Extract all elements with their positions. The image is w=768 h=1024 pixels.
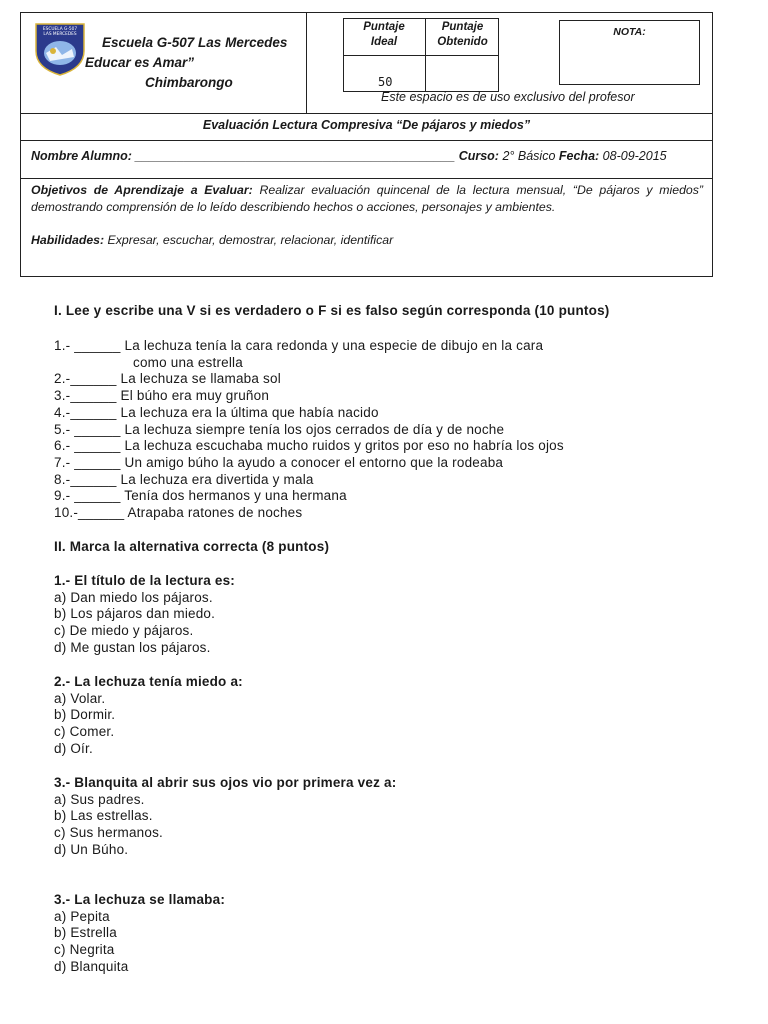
school-name-block	[85, 33, 287, 93]
objectives-label: Objetivos de Aprendizaje a Evaluar:	[31, 183, 253, 197]
header-table	[20, 12, 713, 277]
score-table	[343, 18, 499, 92]
question-3	[54, 775, 396, 859]
course-label: Curso:	[458, 149, 499, 163]
score-ideal-value: 50	[378, 75, 393, 89]
tf-item-3: 3.-______ El búho era muy gruñon	[54, 388, 270, 404]
school-city: Chimbarongo	[145, 75, 233, 90]
objectives-row	[21, 178, 712, 278]
question-4	[54, 892, 225, 976]
student-info	[31, 149, 667, 163]
score-obtained-header-line2: Obtenido	[437, 36, 488, 48]
question-3-title: 3.- Blanquita al abrir sus ojos vio por primera vez a:	[54, 775, 397, 790]
section1-list	[54, 338, 564, 522]
tf-item-4: 4.-______ La lechuza era la última que había nacido	[54, 404, 379, 420]
tf-item-1: 1.- ______ La lechuza tenía la cara redonda y una especie de dibujo en la cara	[54, 338, 544, 353]
score-obtained-header-line1: Puntaje	[441, 21, 484, 33]
question-1-option-c: c) De miedo y pájaros.	[54, 623, 194, 639]
question-2-title: 2.- La lechuza tenía miedo a:	[54, 674, 243, 689]
score-ideal-header-line1: Puntaje	[363, 21, 405, 33]
question-1-title: 1.- El título de la lectura es:	[54, 573, 235, 588]
header-divider	[306, 13, 307, 113]
tf-item-7: 7.- ______ Un amigo búho la ayudo a conocer el entorno que la rodeaba	[54, 454, 504, 470]
course-value: 2° Básico	[502, 149, 556, 163]
student-name-label: Nombre Alumno:	[31, 149, 132, 163]
score-ideal-header	[344, 20, 424, 50]
score-ideal-header-line2: Ideal	[370, 36, 398, 48]
skills	[31, 233, 393, 247]
school-motto: Educar es Amar”	[85, 55, 195, 70]
question-3-option-b: b) Las estrellas.	[54, 808, 153, 824]
objectives-text: Realizar evaluación quincenal de la lectura mensual, “De pájaros y miedos” demostrando comprensión de lo leído describiendo hechos o acciones, personajes y ambientes.	[31, 183, 704, 214]
date-label: Fecha:	[558, 149, 600, 163]
question-2-option-d: d) Oír.	[54, 740, 93, 756]
student-name-blank: ______________________________________________	[135, 149, 456, 163]
question-1	[54, 573, 235, 657]
tf-item-5: 5.- ______ La lechuza siempre tenía los ojos cerrados de día y de noche	[54, 421, 505, 437]
question-4-title: 3.- La lechuza se llamaba:	[54, 892, 226, 907]
question-1-option-b: b) Los pájaros dan miedo.	[54, 606, 216, 622]
tf-item-8: 8.-______ La lechuza era divertida y mala	[54, 471, 314, 487]
teacher-only-note: Este espacio es de uso exclusivo del profesor	[381, 90, 635, 104]
question-4-option-c: c) Negrita	[54, 942, 115, 958]
header-top-row	[21, 13, 712, 114]
question-1-option-a: a) Dan miedo los pájaros.	[54, 589, 213, 605]
tf-item-9: 9.- ______ Tenía dos hermanos y una hermana	[54, 488, 347, 504]
skills-text: Expresar, escuchar, demostrar, relacionar, identificar	[107, 233, 394, 247]
objectives	[31, 182, 703, 215]
section1-title: I. Lee y escribe una V si es verdadero o F si es falso según corresponda (10 puntos)	[54, 303, 610, 318]
evaluation-title: Evaluación Lectura Compresiva “De pájaros y miedos”	[202, 118, 531, 132]
question-4-option-a: a) Pepita	[54, 908, 110, 924]
score-col-divider	[425, 19, 426, 91]
date-value: 08-09-2015	[602, 149, 667, 163]
question-2-option-a: a) Volar.	[54, 690, 106, 706]
logo-text-line1: ESCUELA G-507	[42, 27, 78, 32]
question-3-option-a: a) Sus padres.	[54, 791, 145, 807]
section2-title: II. Marca la alternativa correcta (8 puntos)	[54, 539, 330, 554]
question-3-option-c: c) Sus hermanos.	[54, 825, 163, 841]
tf-item-2: 2.-______ La lechuza se llamaba sol	[54, 371, 281, 387]
grade-box	[559, 20, 700, 85]
question-2-option-b: b) Dormir.	[54, 707, 116, 723]
question-2-option-c: c) Comer.	[54, 724, 115, 740]
tf-item-10: 10.-______ Atrapaba ratones de noches	[54, 505, 303, 521]
school-name: Escuela G-507 Las Mercedes	[102, 35, 288, 50]
tf-item-6: 6.- ______ La lechuza escuchaba mucho ruidos y gritos por eso no habría los ojos	[54, 438, 564, 454]
logo-text-line2: LAS MERCEDES	[43, 32, 77, 37]
question-2	[54, 674, 243, 758]
question-1-option-d: d) Me gustan los pájaros.	[54, 639, 211, 655]
score-row-divider	[344, 55, 498, 56]
question-3-option-d: d) Un Búho.	[54, 841, 129, 857]
grade-label: NOTA:	[613, 26, 646, 38]
question-4-option-b: b) Estrella	[54, 925, 117, 941]
tf-item-1-cont: como una estrella	[133, 354, 243, 370]
question-4-option-d: d) Blanquita	[54, 958, 129, 974]
skills-label: Habilidades:	[31, 233, 105, 247]
school-logo	[32, 21, 88, 77]
student-info-row	[21, 140, 712, 179]
evaluation-title-row	[21, 113, 712, 141]
score-obtained-header	[426, 20, 499, 50]
